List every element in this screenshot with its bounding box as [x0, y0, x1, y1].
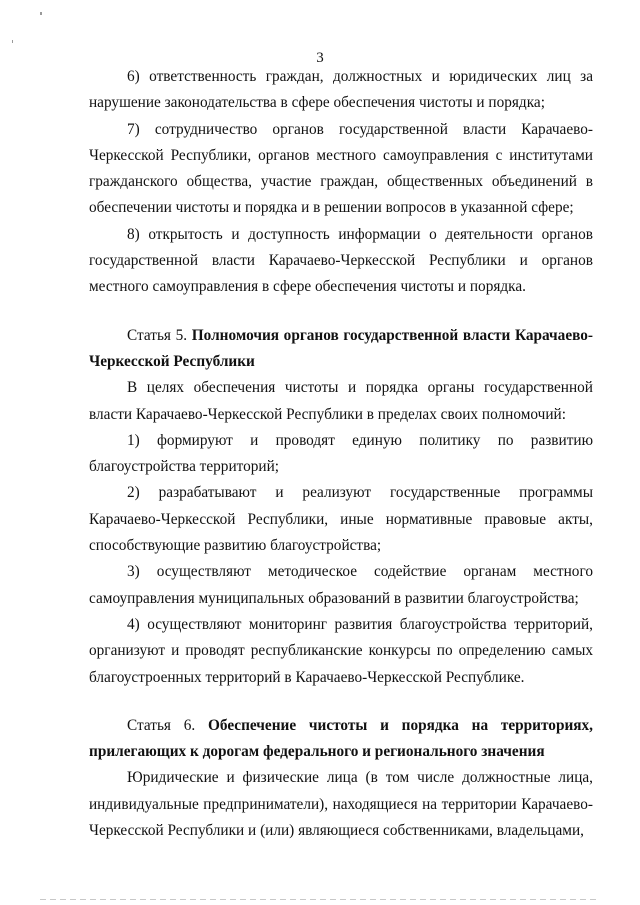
scan-edge-line	[40, 899, 600, 900]
article-title: Обеспечение чистоты и порядка на территориях, прилегающих к дорогам федерального и регионального значения	[89, 716, 594, 761]
list-item: 7) сотрудничество органов государственной власти Карачаево-Черкесской Республики, органов местного самоуправления с институтами гражданского общества, участие граждан, общественных объединений в обеспечении чистоты и порядка и в решении вопросов в указанной сфере;	[89, 120, 593, 217]
paragraph: В целях обеспечения чистоты и порядка органы государственной власти Карачаево-Черкесской Республики в пределах своих полномочий:	[89, 379, 593, 423]
article-title: Полномочия органов государственной власти Карачаево-Черкесской Республики	[89, 326, 594, 370]
list-item: 4) осуществляют мониторинг развития благоустройства территорий, организуют и проводят республиканские конкурсы по определению самых благоустроенных территорий в Карачаево-Черкесской Республике.	[89, 615, 593, 686]
article-heading	[89, 713, 593, 766]
spacer	[89, 301, 593, 323]
spacer	[89, 691, 593, 713]
list-item: 2) разрабатывают и реализуют государственные программы Карачаево-Черкесской Республики, иные нормативные правовые акты, способствующие развитию благоустройства;	[89, 484, 593, 555]
list-item: 3) осуществляют методическое содействие органам местного самоуправления муниципальных образований в развитии благоустройства;	[89, 563, 593, 607]
paragraph: Юридические и физические лица (в том числе должностные лица, индивидуальные предприниматели), находящиеся на территории Карачаево-Черкесской Республики и (или) являющиеся собственниками, владельцами,	[89, 769, 593, 840]
scan-mark	[40, 12, 42, 15]
list-item: 1) формируют и проводят единую политику по развитию благоустройства территорий;	[89, 431, 593, 476]
article-number: Статья 6.	[127, 716, 196, 734]
article-heading	[89, 323, 593, 376]
page-number: 3	[316, 50, 324, 66]
list-item: 8) открытость и доступность информации о деятельности органов государственной власти Карачаево-Черкесской Республики и органов местного самоуправления в сфере обеспечения чистоты и порядка.	[89, 225, 593, 296]
document-body	[89, 64, 593, 844]
list-item: 6) ответственность граждан, должностных и юридических лиц за нарушение законодательства в сфере обеспечения чистоты и порядка;	[89, 68, 593, 112]
article-number: Статья 5.	[127, 326, 188, 344]
scan-mark	[12, 40, 13, 43]
